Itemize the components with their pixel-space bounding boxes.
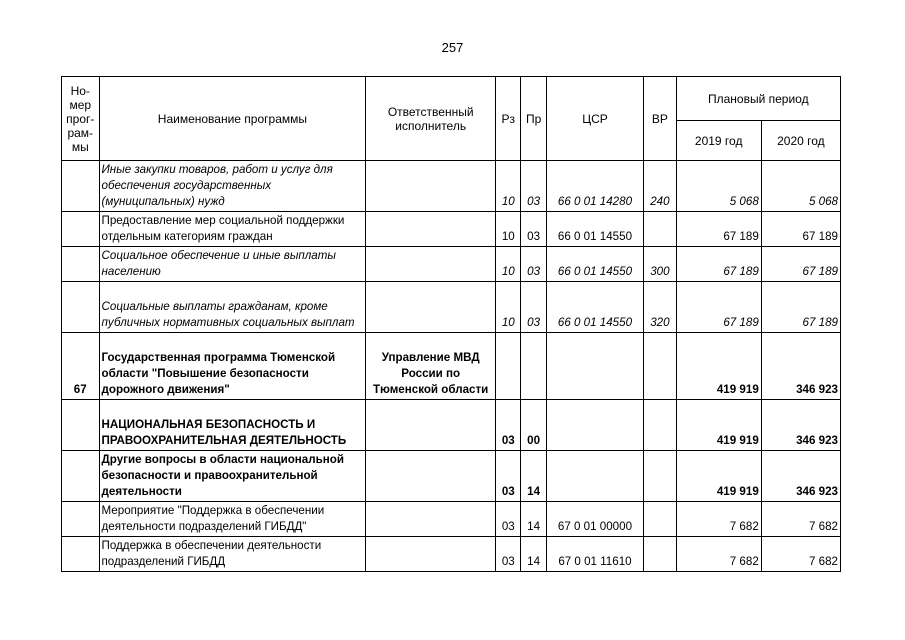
cell-executor <box>366 537 496 572</box>
cell-pr: 14 <box>521 451 546 502</box>
table-row <box>62 333 841 400</box>
cell-csr <box>546 451 643 502</box>
cell-amount-2020: 67 189 <box>761 212 840 247</box>
cell-csr: 66 0 01 14280 <box>546 161 643 212</box>
cell-program-name: Мероприятие "Поддержка в обеспечении деятельности подразделений ГИБДД" <box>99 502 366 537</box>
cell-pr: 03 <box>521 282 546 333</box>
cell-rz: 10 <box>496 212 521 247</box>
cell-executor <box>366 247 496 282</box>
cell-csr: 66 0 01 14550 <box>546 212 643 247</box>
cell-pr: 14 <box>521 502 546 537</box>
cell-amount-2019: 67 189 <box>676 212 761 247</box>
table-row <box>62 451 841 502</box>
cell-csr: 67 0 01 00000 <box>546 502 643 537</box>
cell-program-number <box>62 161 100 212</box>
cell-amount-2019: 7 682 <box>676 502 761 537</box>
cell-vr <box>644 502 676 537</box>
cell-amount-2020: 67 189 <box>761 247 840 282</box>
cell-program-name: Иные закупки товаров, работ и услуг для обеспечения государственных (муниципальных) нужд <box>99 161 366 212</box>
header-vr: ВР <box>644 77 676 161</box>
cell-vr: 240 <box>644 161 676 212</box>
cell-pr: 03 <box>521 212 546 247</box>
page-number: 257 <box>441 40 464 55</box>
cell-csr: 66 0 01 14550 <box>546 247 643 282</box>
cell-csr: 67 0 01 11610 <box>546 537 643 572</box>
header-executor: Ответственный исполнитель <box>366 77 496 161</box>
cell-program-name: Поддержка в обеспечении деятельности подразделений ГИБДД <box>99 537 366 572</box>
cell-vr <box>644 451 676 502</box>
cell-pr: 00 <box>521 400 546 451</box>
cell-amount-2019: 419 919 <box>676 400 761 451</box>
table-row <box>62 537 841 572</box>
cell-program-name: Предоставление мер социальной поддержки отдельным категориям граждан <box>99 212 366 247</box>
cell-pr: 14 <box>521 537 546 572</box>
cell-pr <box>521 333 546 400</box>
cell-executor <box>366 502 496 537</box>
cell-amount-2019: 67 189 <box>676 247 761 282</box>
table-row <box>62 247 841 282</box>
cell-csr <box>546 400 643 451</box>
cell-pr: 03 <box>521 161 546 212</box>
cell-vr <box>644 333 676 400</box>
cell-amount-2020: 346 923 <box>761 400 840 451</box>
header-year-2020: 2020 год <box>761 121 840 161</box>
cell-executor <box>366 212 496 247</box>
cell-rz: 03 <box>496 400 521 451</box>
cell-program-number <box>62 502 100 537</box>
cell-program-name: НАЦИОНАЛЬНАЯ БЕЗОПАСНОСТЬ И ПРАВООХРАНИТЕЛЬНАЯ ДЕЯТЕЛЬНОСТЬ <box>99 400 366 451</box>
cell-amount-2020: 346 923 <box>761 451 840 502</box>
cell-program-name: Социальное обеспечение и иные выплаты населению <box>99 247 366 282</box>
cell-program-number <box>62 537 100 572</box>
table-row <box>62 400 841 451</box>
cell-vr <box>644 400 676 451</box>
cell-program-name: Социальные выплаты гражданам, кроме публичных нормативных социальных выплат <box>99 282 366 333</box>
cell-amount-2019: 67 189 <box>676 282 761 333</box>
header-csr: ЦСР <box>546 77 643 161</box>
table-row <box>62 502 841 537</box>
cell-vr <box>644 212 676 247</box>
header-pr: Пр <box>521 77 546 161</box>
cell-program-number <box>62 247 100 282</box>
cell-rz: 03 <box>496 502 521 537</box>
cell-amount-2020: 346 923 <box>761 333 840 400</box>
cell-vr: 300 <box>644 247 676 282</box>
header-program-name: Наименование программы <box>99 77 366 161</box>
cell-amount-2019: 5 068 <box>676 161 761 212</box>
cell-csr: 66 0 01 14550 <box>546 282 643 333</box>
cell-amount-2019: 419 919 <box>676 451 761 502</box>
cell-program-number: 67 <box>62 333 100 400</box>
cell-vr: 320 <box>644 282 676 333</box>
cell-rz: 03 <box>496 537 521 572</box>
budget-table <box>61 76 841 572</box>
cell-amount-2020: 7 682 <box>761 537 840 572</box>
cell-program-number <box>62 212 100 247</box>
cell-rz: 03 <box>496 451 521 502</box>
table-row <box>62 282 841 333</box>
cell-rz: 10 <box>496 247 521 282</box>
cell-program-number <box>62 451 100 502</box>
cell-amount-2020: 7 682 <box>761 502 840 537</box>
header-year-2019: 2019 год <box>676 121 761 161</box>
table-row <box>62 161 841 212</box>
cell-executor <box>366 451 496 502</box>
cell-program-name: Другие вопросы в области национальной безопасности и правоохранительной деятельности <box>99 451 366 502</box>
cell-program-name: Государственная программа Тюменской области "Повышение безопасности дорожного движения" <box>99 333 366 400</box>
header-rz: Рз <box>496 77 521 161</box>
cell-rz: 10 <box>496 282 521 333</box>
table-row <box>62 212 841 247</box>
cell-executor <box>366 282 496 333</box>
header-program-number: Но- мер прог- рам- мы <box>62 77 100 161</box>
cell-program-number <box>62 400 100 451</box>
cell-executor <box>366 161 496 212</box>
cell-program-number <box>62 282 100 333</box>
cell-amount-2019: 7 682 <box>676 537 761 572</box>
cell-amount-2020: 5 068 <box>761 161 840 212</box>
cell-rz: 10 <box>496 161 521 212</box>
cell-amount-2019: 419 919 <box>676 333 761 400</box>
cell-pr: 03 <box>521 247 546 282</box>
cell-executor: Управление МВД России по Тюменской области <box>366 333 496 400</box>
cell-amount-2020: 67 189 <box>761 282 840 333</box>
cell-vr <box>644 537 676 572</box>
cell-csr <box>546 333 643 400</box>
cell-rz <box>496 333 521 400</box>
cell-executor <box>366 400 496 451</box>
header-planned-period: Плановый период <box>676 77 840 121</box>
